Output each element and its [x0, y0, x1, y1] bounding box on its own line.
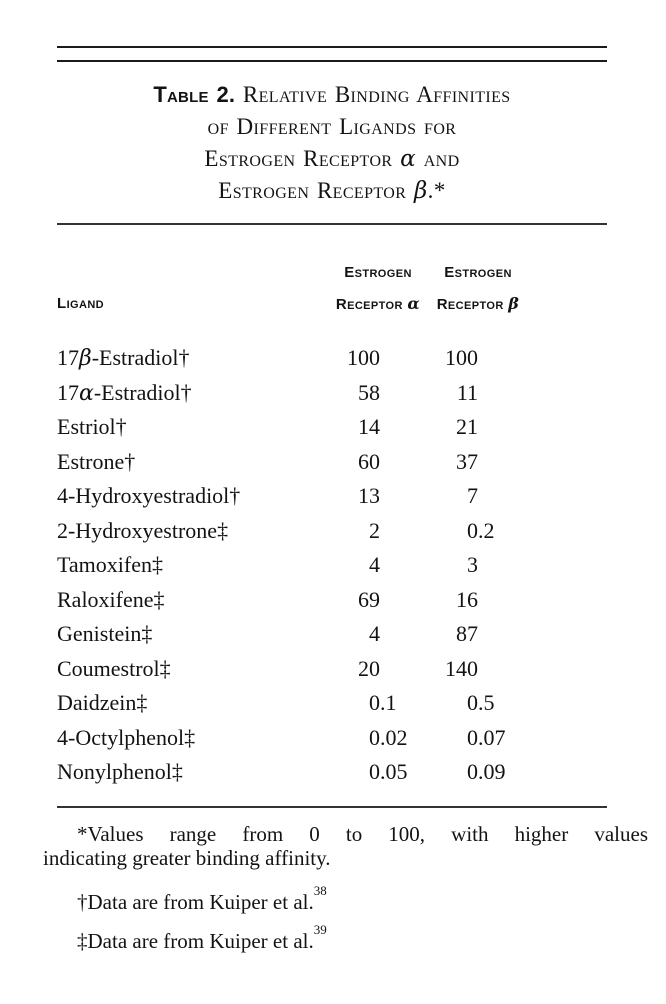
table-title-rule [57, 223, 607, 225]
ligand-name: 4-Hydroxyestradiol† [57, 483, 241, 508]
ligand-name: 2-Hydroxyestrone‡ [57, 517, 229, 543]
table-top-double-rule [57, 46, 607, 62]
greek-letter: β [79, 346, 92, 371]
title-text: of Different Ligands for [207, 114, 457, 139]
footnote-line: †Data are from Kuiper et al.$^{38}$ [77, 883, 327, 914]
ligand-name: Estrone† [57, 448, 136, 474]
table-footnotes [43, 823, 648, 953]
table-bottom-rule [57, 806, 607, 808]
ligand-name: Genistein‡ [57, 621, 153, 646]
ligand-name: Estriol† [57, 414, 127, 439]
table-row: Estrone† 60 37 [57, 445, 607, 480]
ligand-name: 17α-Estradiol† [57, 379, 192, 406]
greek-letter: β [508, 294, 520, 313]
ligand-name: Raloxifene‡ [57, 586, 165, 612]
footnote [43, 921, 648, 954]
table-number-label: Table 2. [153, 82, 236, 107]
ligand-name: Daidzein‡ [57, 690, 148, 715]
ligand-name: 4-Octylphenol‡ [57, 724, 196, 750]
title-text: α [400, 146, 417, 172]
table-row: Tamoxifen‡ 4 3 [57, 548, 607, 583]
table-row: Genistein‡ 4 87 [57, 617, 607, 652]
table-row: 4-Hydroxyestradiol† 13 7 [57, 479, 607, 514]
title-text: and [416, 146, 460, 171]
column-header-line2: Receptor α [335, 294, 421, 313]
table-title-line [57, 143, 607, 175]
footnote-line: ‡Data are from Kuiper et al.$^{39}$ [77, 921, 327, 953]
table-row: Coumestrol‡ 20 140 [57, 652, 607, 687]
table-title-line [57, 111, 607, 143]
table-title-line [57, 175, 607, 207]
footnote [43, 883, 648, 915]
table-row: Raloxifene‡ 69 16 [57, 583, 607, 618]
title-text: β [413, 178, 428, 204]
footnote-line: *Values range from 0 to 100, with higher values [77, 822, 648, 846]
table-row: 17β-Estradiol† 100 100 [57, 341, 607, 376]
reference-superscript: 38 [313, 883, 327, 899]
column-header-line2: Receptor β [436, 294, 520, 313]
table-row: 4-Octylphenol‡ 0 .02 0 .07 [57, 721, 607, 756]
title-text: .* [427, 178, 446, 203]
title-text: Estrogen Receptor [204, 146, 401, 171]
footnote-line: indicating greater binding affinity. [43, 845, 331, 870]
ligand-name: Coumestrol‡ [57, 655, 171, 681]
table-title-line [57, 79, 607, 111]
table-title [57, 79, 607, 207]
column-header-line1: Estrogen [344, 264, 412, 281]
table-body [57, 341, 607, 790]
title-text: Relative Binding Affinities [235, 82, 511, 107]
table-row: Nonylphenol‡ 0 .05 0 .09 [57, 755, 607, 790]
column-header-ligand: Ligand [57, 295, 105, 312]
table-row: Estriol† 14 21 [57, 410, 607, 445]
column-header-line1: Estrogen [444, 264, 512, 281]
table-row: 17α-Estradiol† 58 11 [57, 376, 607, 411]
column-header-estrogen-receptor-beta [378, 257, 578, 320]
ligand-name: Tamoxifen‡ [57, 552, 163, 577]
reference-superscript: 39 [313, 921, 327, 937]
ligand-name: 17β-Estradiol† [57, 345, 190, 371]
ligand-name: Nonylphenol‡ [57, 759, 183, 784]
greek-letter: α [79, 380, 94, 406]
table-row: 2-Hydroxyestrone‡ 2 0 .2 [57, 514, 607, 549]
footnote [43, 823, 648, 870]
greek-letter: α [407, 294, 421, 313]
table-row: Daidzein‡ 0 .1 0 .5 [57, 686, 607, 721]
title-text: Estrogen Receptor [218, 178, 414, 203]
